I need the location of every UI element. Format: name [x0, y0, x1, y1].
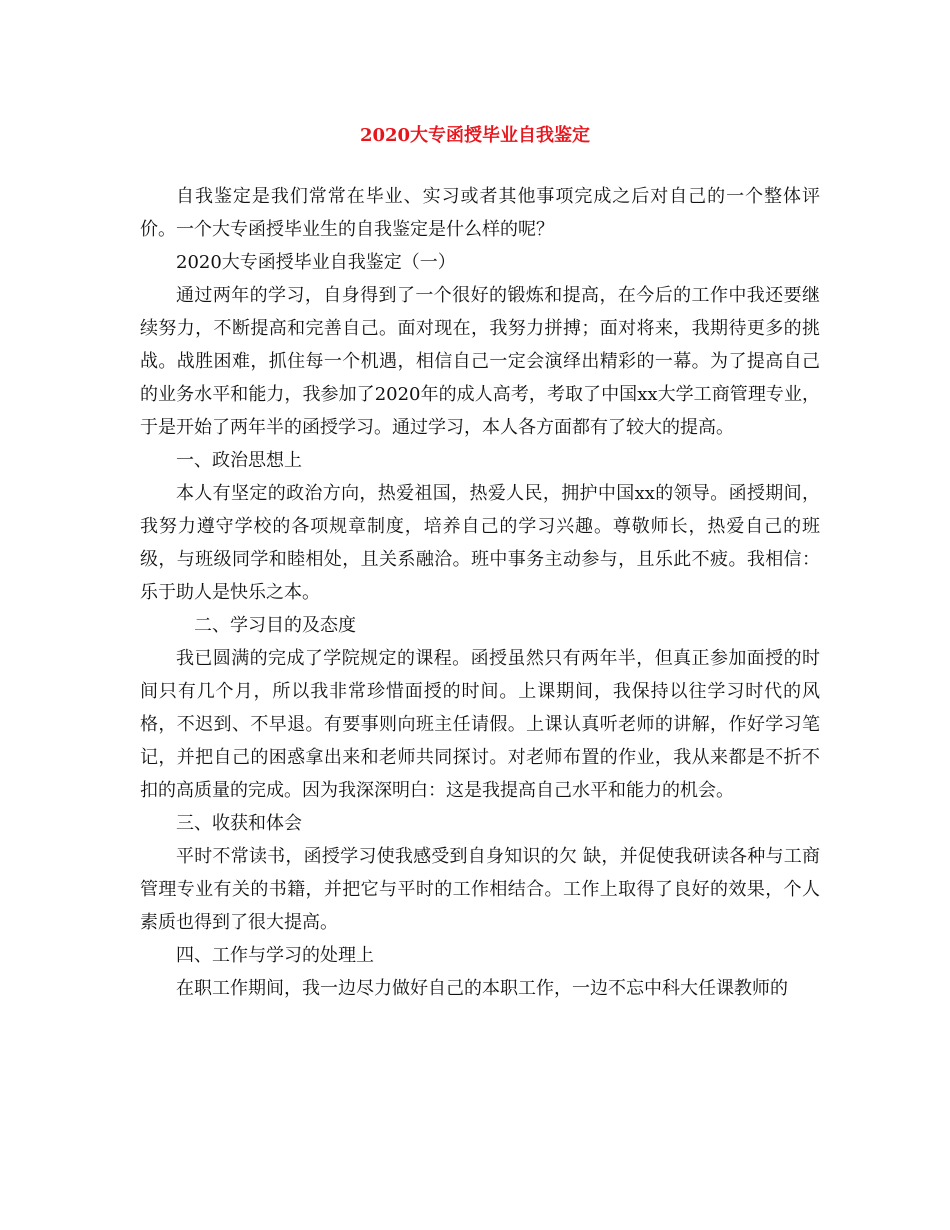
document-body [140, 180, 820, 1005]
section-body-work-study: 在职工作期间，我一边尽力做好自己的本职工作，一边不忘中科大任课教师的 [176, 978, 788, 999]
section-body-gains: 平时不常读书，函授学习使我感受到自身知识的欠 缺，并促使我研读各种与工商管理专业有关的书籍，并把它与平时的工作相结合。工作上取得了良好的效果，个人素质也得到了很大提高。 [140, 846, 820, 933]
section-heading-gains: 三、收获和体会 [176, 813, 302, 834]
document-title: 2020大专函授毕业自我鉴定 [359, 125, 591, 146]
section-heading-study: 二、学习目的及态度 [194, 615, 356, 636]
section-heading-politics: 一、政治思想上 [176, 450, 302, 471]
section-body-politics: 本人有坚定的政治方向，热爱祖国，热爱人民，拥护中国xx的领导。函授期间，我努力遵守学校的各项规章制度，培养自己的学习兴趣。尊敬师长，热爱自己的班级，与班级同学和睦相处，且关系融洽。班中事务主动参与，且乐此不疲。我相信：乐于助人是快乐之本。 [140, 483, 820, 603]
intro-paragraph: 自我鉴定是我们常常在毕业、实习或者其他事项完成之后对自己的一个整体评价。一个大专函授毕业生的自我鉴定是什么样的呢？ [140, 186, 820, 240]
section-body-study: 我已圆满的完成了学院规定的课程。函授虽然只有两年半，但真正参加面授的时间只有几个月，所以我非常珍惜面授的时间。上课期间，我保持以往学习时代的风格，不迟到、不早退。有要事则向班主任请假。上课认真听老师的讲解，作好学习笔记，并把自己的困惑拿出来和老师共同探讨。对老师布置的作业，我从来都是不折不扣的高质量的完成。因为我深深明白：这是我提高自己水平和能力的机会。 [140, 648, 820, 801]
subtitle-heading: 2020大专函授毕业自我鉴定（一） [176, 252, 456, 273]
section-heading-work-study: 四、工作与学习的处理上 [176, 945, 374, 966]
body-paragraph-1: 通过两年的学习，自身得到了一个很好的锻炼和提高，在今后的工作中我还要继续努力，不断提高和完善自己。面对现在，我努力拼搏；面对将来，我期待更多的挑战。战胜困难，抓住每一个机遇，相信自己一定会演绎出精彩的一幕。为了提高自己的业务水平和能力，我参加了2020年的成人高考，考取了中国xx大学工商管理专业，于是开始了两年半的函授学习。通过学习，本人各方面都有了较大的提高。 [140, 285, 820, 438]
